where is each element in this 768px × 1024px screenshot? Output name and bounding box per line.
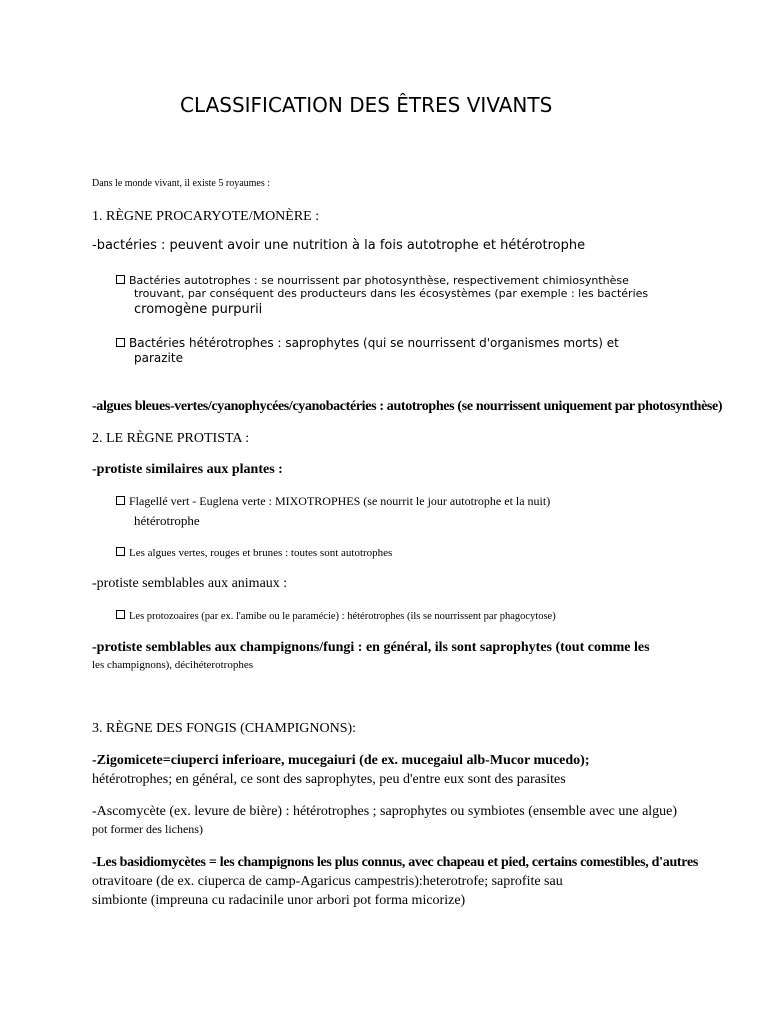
protozoa-item xyxy=(116,610,556,623)
flagellate-text-1: Flagellé vert - Euglena verte : MIXOTROPHES (se nourrit le jour autotrophe et la nuit) xyxy=(129,494,551,508)
algae-colors-item xyxy=(116,547,392,560)
heterotroph-text-2: parazite xyxy=(134,351,183,365)
protist-plants-heading: -protiste similaires aux plantes : xyxy=(92,462,283,477)
protist-fungi-text-1: -protiste semblables aux champignons/fungi : en général, ils sont saprophytes (tout comme les xyxy=(92,640,650,655)
heterotroph-item xyxy=(116,337,619,351)
ascomycete-text-1: -Ascomycète (ex. levure de bière) : hétérotrophes ; saprophytes ou symbiotes (ensemble avec une algue) xyxy=(92,804,678,819)
intro-text: Dans le monde vivant, il existe 5 royaumes : xyxy=(92,178,271,189)
section-2-heading: 2. LE RÈGNE PROTISTA : xyxy=(92,431,250,446)
autotroph-text-2: trouvant, par conséquent des producteurs dans les écosystèmes (par exemple : les bactéries xyxy=(134,287,649,300)
section-3-heading: 3. RÈGNE DES FONGIS (CHAMPIGNONS): xyxy=(92,721,357,736)
page-title: CLASSIFICATION DES ÊTRES VIVANTS xyxy=(180,93,553,117)
section-1-heading: 1. RÈGNE PROCARYOTE/MONÈRE : xyxy=(92,209,320,224)
checkbox-bullet-icon xyxy=(116,338,125,347)
bacteria-text: -bactéries : peuvent avoir une nutrition à la fois autotrophe et hétérotrophe xyxy=(92,238,586,253)
protist-fungi-text-2: les champignons), décihéterotrophes xyxy=(92,659,253,671)
flagellate-item xyxy=(116,495,550,509)
checkbox-bullet-icon xyxy=(116,547,125,556)
checkbox-bullet-icon xyxy=(116,496,125,505)
flagellate-text-2: hétérotrophe xyxy=(134,513,200,528)
protozoa-text: Les protozoaires (par ex. l'amibe ou le paramécie) : hétérotrophes (ils se nourrissent par phagocytose) xyxy=(129,611,556,622)
algae-colors-text: Les algues vertes, rouges et brunes : toutes sont autotrophes xyxy=(129,547,393,559)
basidiomycete-text-2: otravitoare (de ex. ciuperca de camp-Agaricus campestris):heterotrofe; saprofite sau xyxy=(92,874,563,889)
heterotroph-text-1: Bactéries hétérotrophes : saprophytes (qui se nourrissent d'organismes morts) et xyxy=(129,336,619,350)
autotroph-text-3: cromogène purpurii xyxy=(134,302,263,317)
zygomycete-text-1: -Zigomicete=ciuperci inferioare, mucegaiuri (de ex. mucegaiul alb-Mucor mucedo); xyxy=(92,753,590,768)
protist-animals-heading: -protiste semblables aux animaux : xyxy=(92,576,288,591)
zygomycete-text-2: hétérotrophes; en général, ce sont des saprophytes, peu d'entre eux sont des parasites xyxy=(92,772,566,787)
autotroph-item xyxy=(116,275,629,288)
checkbox-bullet-icon xyxy=(116,275,125,284)
checkbox-bullet-icon xyxy=(116,610,125,619)
basidiomycete-text-3: simbionte (impreuna cu radacinile unor arbori pot forma micorize) xyxy=(92,893,466,908)
basidiomycete-text-1: -Les basidiomycètes = les champignons les plus connus, avec chapeau et pied, certains comestibles, d'autres xyxy=(92,855,699,870)
algae-text: -algues bleues-vertes/cyanophycées/cyanobactéries : autotrophes (se nourrissent uniquement par photosynthèse) xyxy=(92,399,723,414)
ascomycete-text-2: pot former des lichens) xyxy=(92,822,203,836)
autotroph-text-1: Bactéries autotrophes : se nourrissent par photosynthèse, respectivement chimiosynthèse xyxy=(129,274,629,287)
